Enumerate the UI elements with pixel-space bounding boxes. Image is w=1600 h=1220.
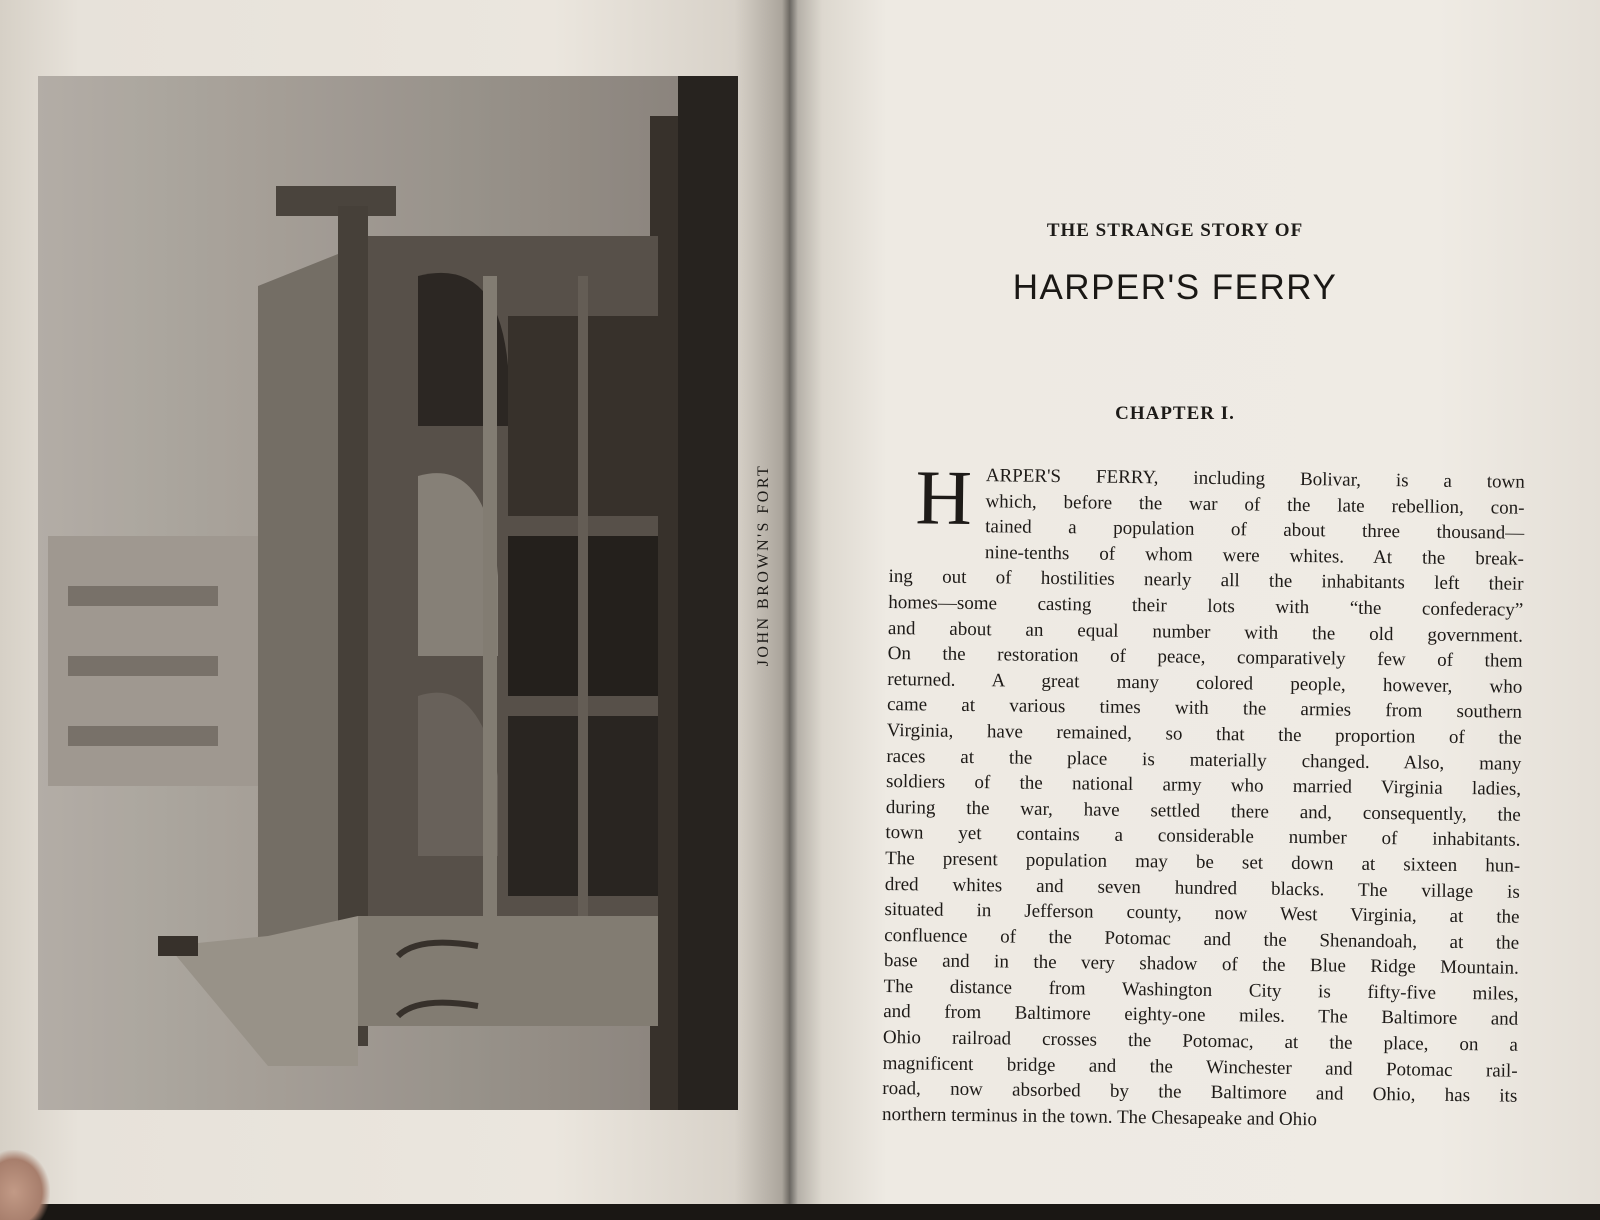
text-line: road, now absorbed by the Baltimore and Ohio, has its (882, 1078, 1518, 1107)
engine-house-photo-icon (38, 76, 738, 1110)
text-line: tained a population of about three thousand— (985, 516, 1525, 544)
text-line: situated in Jefferson county, now West Virginia, at the (884, 899, 1520, 928)
text-line: dred whites and seven hundred blacks. The village is (884, 873, 1520, 903)
text-line: and about an equal number with the old government. (887, 617, 1524, 647)
text-line: and from Baltimore eighty-one miles. The Baltimore and (883, 1001, 1519, 1031)
text-line: returned. A great many colored people, however, who (887, 668, 1523, 698)
left-page (0, 0, 790, 1204)
text-line: Virginia, have remained, so that the proportion of the (886, 719, 1522, 749)
book-supertitle: THE STRANGE STORY OF (1046, 220, 1304, 241)
text-line: which, before the war of the late rebellion, con- (985, 490, 1525, 519)
text-line: The distance from Washington City is fifty-five miles, (883, 975, 1519, 1005)
photo-caption-text: JOHN BROWN'S FORT (755, 463, 772, 667)
text-line: races at the place is materially changed. Also, many (886, 745, 1522, 775)
text-line: during the war, have settled there and, consequently, the (885, 796, 1521, 826)
text-line: magnificent bridge and the Winchester and Potomac rail- (882, 1052, 1518, 1082)
text-line: Ohio railroad crosses the Potomac, at the place, on a (882, 1027, 1519, 1056)
text-line: came at various times with the armies from southern (886, 694, 1523, 724)
photo-caption (752, 370, 776, 760)
text-line: ing out of hostilities nearly all the inhabitants left their (888, 566, 1524, 596)
chapter-body (881, 453, 1525, 1135)
thumb (0, 1150, 50, 1220)
photo-plate (38, 76, 738, 1110)
book-gutter (782, 0, 798, 1204)
text-line: The present population may be set down at sixteen hun- (885, 847, 1521, 877)
chapter-heading: CHAPTER I. (1115, 403, 1235, 424)
text-line: northern terminus in the town. The Chesapeake and Ohio (881, 1103, 1318, 1131)
text-line: town yet contains a considerable number of inhabitants. (885, 822, 1521, 852)
book-title: HARPER'S FERRY (1012, 268, 1338, 307)
text-line: nine-tenths of whom were whites. At the break- (984, 541, 1524, 570)
text-line: confluence of the Potomac and the Shenandoah, at the (884, 924, 1520, 954)
drop-cap: H (915, 453, 973, 542)
text-line: soldiers of the national army who married Virginia ladies, (885, 771, 1522, 800)
text-line: base and in the very shadow of the Blue Ridge Mountain. (883, 950, 1519, 980)
text-line: On the restoration of peace, comparatively few of them (887, 643, 1523, 672)
text-line: homes—some casting their lots with “the confederacy” (888, 591, 1524, 621)
text-line: ARPER'S FERRY, including Bolivar, is a town (985, 465, 1525, 493)
